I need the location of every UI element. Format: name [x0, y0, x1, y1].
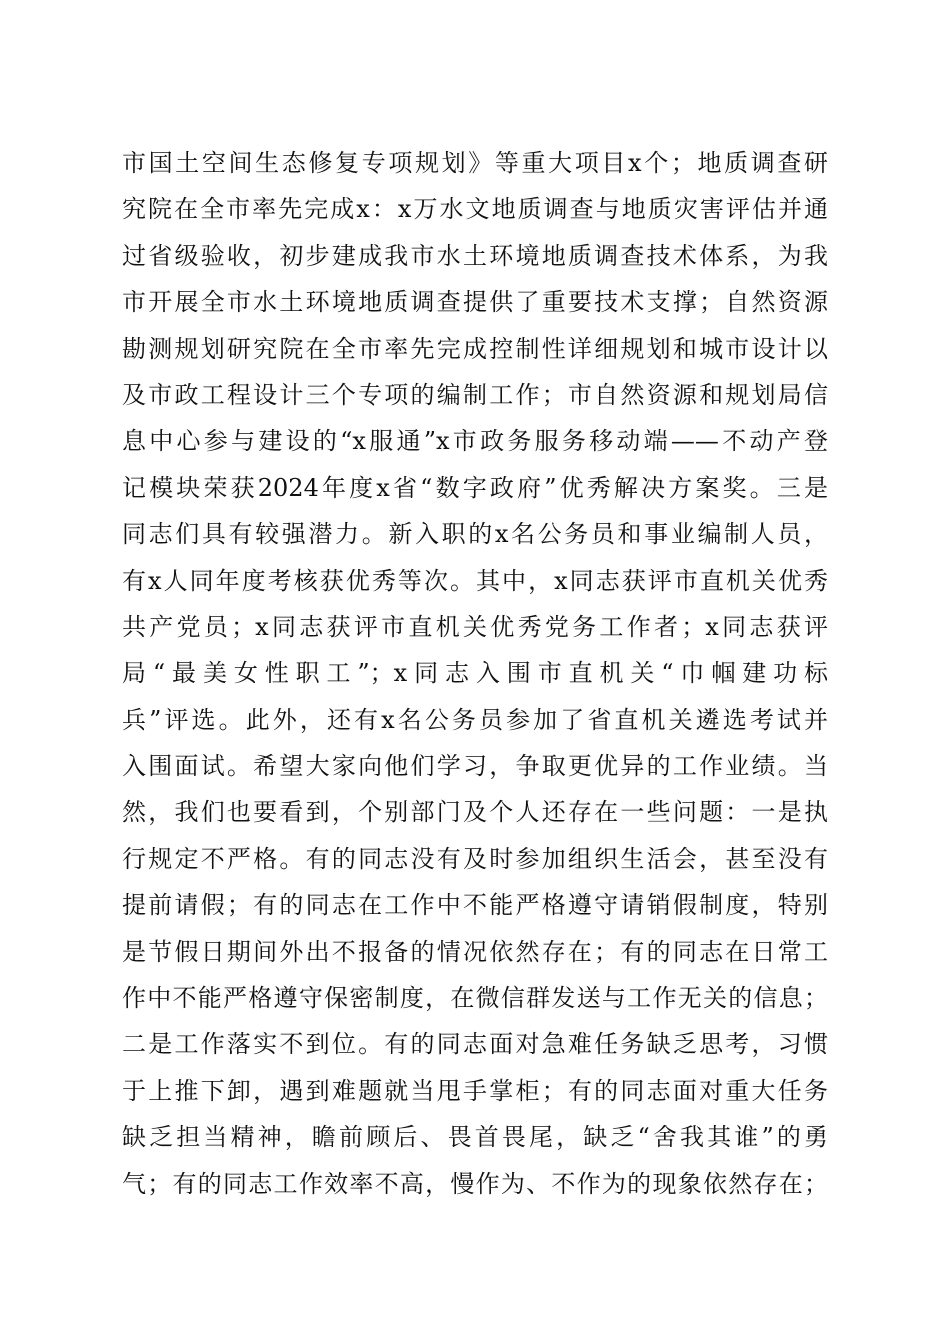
text-line: 行规定不严格。有的同志没有及时参加组织生活会，甚至没有 — [122, 844, 828, 873]
text-line: 共产党员；x同志获评市直机关优秀党务工作者；x同志获评 — [122, 612, 828, 641]
text-line: 及市政工程设计三个专项的编制工作；市自然资源和规划局信 — [122, 380, 828, 409]
text-line: 同志们具有较强潜力。新入职的x名公务员和事业编制人员， — [122, 520, 828, 549]
text-line: 究院在全市率先完成x：x万水文地质调查与地质灾害评估并通 — [122, 195, 828, 224]
text-line: 局“最美女性职工”；x同志入围市直机关“巾帼建功标 — [122, 659, 828, 688]
text-line: 是节假日期间外出不报备的情况依然存在；有的同志在日常工 — [122, 937, 828, 966]
text-line: 市国土空间生态修复专项规划》等重大项目x个；地质调查研 — [122, 149, 828, 177]
text-line: 提前请假；有的同志在工作中不能严格遵守请销假制度，特别 — [122, 891, 828, 920]
text-line: 有x人同年度考核获优秀等次。其中，x同志获评市直机关优秀 — [122, 566, 828, 595]
text-line: 勘测规划研究院在全市率先完成控制性详细规划和城市设计以 — [122, 334, 828, 363]
text-line: 过省级验收，初步建成我市水土环境地质调查技术体系，为我 — [122, 241, 828, 270]
text-line: 兵”评选。此外，还有x名公务员参加了省直机关遴选考试并 — [122, 705, 828, 734]
text-line: 气；有的同志工作效率不高，慢作为、不作为的现象依然存在； — [122, 1169, 828, 1198]
body-text — [122, 140, 828, 1207]
text-line: 市开展全市水土环境地质调查提供了重要技术支撑；自然资源 — [122, 288, 828, 317]
text-line: 入围面试。希望大家向他们学习，争取更优异的工作业绩。当 — [122, 752, 828, 781]
text-line: 缺乏担当精神，瞻前顾后、畏首畏尾，缺乏“舍我其谁”的勇 — [122, 1123, 828, 1152]
text-line: 作中不能严格遵守保密制度，在微信群发送与工作无关的信息； — [122, 984, 828, 1013]
text-line: 记模块荣获2024年度x省“数字政府”优秀解决方案奖。三是 — [122, 473, 828, 502]
text-line: 然，我们也要看到，个别部门及个人还存在一些问题：一是执 — [122, 798, 828, 827]
text-line: 息中心参与建设的“x服通”x市政务服务移动端——不动产登 — [122, 427, 828, 456]
text-line: 二是工作落实不到位。有的同志面对急难任务缺乏思考，习惯 — [122, 1030, 828, 1059]
text-line: 于上推下卸，遇到难题就当甩手掌柜；有的同志面对重大任务 — [122, 1076, 828, 1105]
